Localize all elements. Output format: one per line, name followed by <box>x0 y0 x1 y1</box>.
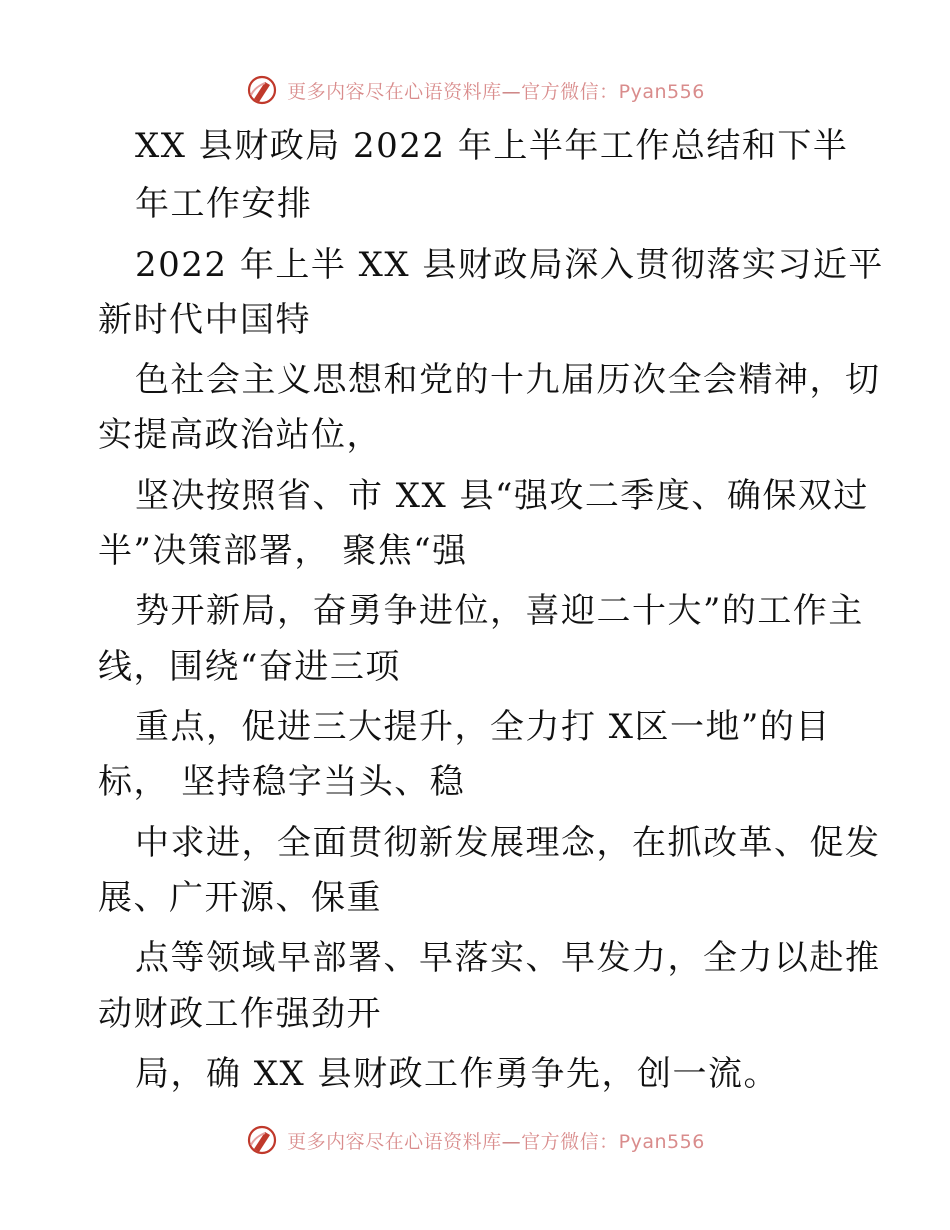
paragraph-line: 局，确 XX 县财政工作勇争先，创一流。 <box>135 1054 780 1094</box>
footer-watermark-banner <box>0 1120 950 1160</box>
paragraph-line: 新时代中国特 <box>98 300 311 340</box>
paragraph-line: 半”决策部署， 聚焦“强 <box>98 531 468 571</box>
paragraph-line: 坚决按照省、市 XX 县“强攻二季度、确保双过 <box>135 476 869 516</box>
paragraph-line: 中求进，全面贯彻新发展理念，在抓改革、促发 <box>135 823 881 863</box>
watermark-text <box>287 1127 705 1154</box>
paragraph-line: 色社会主义思想和党的十九届历次全会精神，切 <box>135 360 881 400</box>
paragraph-line: 势开新局，奋勇争进位，喜迎二十大”的工作主 <box>135 591 864 631</box>
document-title-line-2: 年工作安排 <box>135 184 313 224</box>
watermark-contact: 官方微信：Pyan556 <box>521 80 705 103</box>
paragraph-line: 重点，促进三大提升，全力打 X区一地”的目 <box>135 707 831 747</box>
document-title-line-1: XX 县财政局 2022 年上半年工作总结和下半 <box>135 126 849 166</box>
watermark-site-name: 更多内容尽在心语资料库 <box>287 1130 502 1153</box>
paragraph-line: 实提高政治站位， <box>98 415 382 455</box>
watermark-separator: — <box>501 80 522 103</box>
paragraph-line: 2022 年上半 XX 县财政局深入贯彻落实习近平 <box>135 245 884 285</box>
pen-nib-logo-icon <box>245 1123 279 1157</box>
paragraph-line: 展、广开源、保重 <box>98 878 382 918</box>
watermark-separator: — <box>501 1130 522 1153</box>
paragraph-line: 标， 坚持稳字当头、稳 <box>98 762 466 802</box>
paragraph-line: 点等领域早部署、早落实、早发力，全力以赴推 <box>135 938 881 978</box>
paragraph-line: 动财政工作强劲开 <box>98 994 382 1034</box>
watermark-contact: 官方微信：Pyan556 <box>521 1130 705 1153</box>
paragraph-line: 线，围绕“奋进三项 <box>98 647 401 687</box>
watermark-site-name: 更多内容尽在心语资料库 <box>287 80 502 103</box>
